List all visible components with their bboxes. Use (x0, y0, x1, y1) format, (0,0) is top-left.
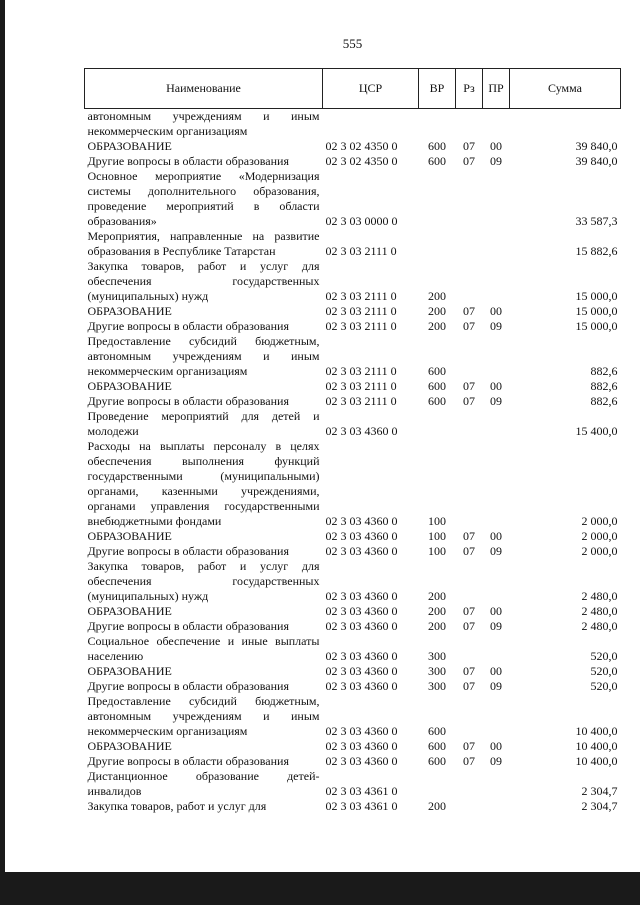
cell-vr (419, 409, 456, 439)
cell-sum: 15 000,0 (575, 319, 618, 333)
cell-pr: 09 (490, 154, 502, 168)
cell-name: Другие вопросы в области образования (87, 544, 289, 558)
cell-rz: 07 (463, 379, 475, 393)
cell-csr: 02 3 03 4360 0 (325, 589, 398, 603)
cell-vr: 600 (428, 379, 446, 393)
cell-pr (483, 439, 510, 529)
cell-rz (456, 169, 483, 229)
cell-pr: 00 (490, 529, 502, 543)
cell-csr: 02 3 03 4360 0 (325, 514, 398, 528)
cell-pr: 00 (490, 304, 502, 318)
cell-csr: 02 3 03 4360 0 (325, 544, 398, 558)
cell-name: ОБРАЗОВАНИЕ (87, 379, 172, 393)
cell-rz: 07 (463, 544, 475, 558)
table-row (85, 769, 621, 799)
cell-vr: 600 (428, 724, 446, 738)
cell-sum: 882,6 (590, 379, 618, 393)
cell-rz (456, 109, 483, 140)
cell-csr: 02 3 03 4360 0 (325, 664, 398, 678)
cell-rz (456, 259, 483, 304)
column-header-csr: ЦСР (323, 69, 419, 109)
cell-rz (456, 559, 483, 604)
cell-vr: 300 (428, 649, 446, 663)
cell-rz: 07 (463, 394, 475, 408)
cell-rz: 07 (463, 739, 475, 753)
cell-pr: 00 (490, 604, 502, 618)
cell-csr: 02 3 03 2111 0 (325, 319, 397, 333)
table-body (85, 109, 621, 815)
cell-name: автономным учреждениям и иным некоммерческим организациям (87, 109, 320, 138)
cell-sum: 2 480,0 (581, 589, 618, 603)
cell-sum: 2 480,0 (581, 619, 618, 633)
cell-sum (510, 109, 621, 140)
cell-vr: 300 (428, 664, 446, 678)
cell-vr: 200 (428, 289, 446, 303)
cell-sum: 2 480,0 (581, 604, 618, 618)
cell-name: Другие вопросы в области образования (87, 394, 289, 408)
cell-name: Другие вопросы в области образования (87, 619, 289, 633)
cell-rz (456, 409, 483, 439)
cell-pr: 00 (490, 379, 502, 393)
cell-pr (483, 634, 510, 664)
cell-vr: 200 (428, 319, 446, 333)
cell-name: ОБРАЗОВАНИЕ (87, 529, 172, 543)
cell-sum: 882,6 (590, 394, 618, 408)
cell-rz (456, 439, 483, 529)
cell-name: Мероприятия, направленные на развитие образования в Республике Татарстан (87, 229, 320, 258)
cell-csr (323, 109, 419, 140)
cell-name: Другие вопросы в области образования (87, 754, 289, 768)
table-row (85, 229, 621, 259)
cell-pr (483, 559, 510, 604)
cell-rz: 07 (463, 664, 475, 678)
cell-rz: 07 (463, 154, 475, 168)
cell-name: Дистанционное образование детей-инвалидов (87, 769, 320, 798)
cell-rz: 07 (463, 304, 475, 318)
cell-csr: 02 3 03 4360 0 (325, 754, 398, 768)
cell-sum: 33 587,3 (575, 214, 618, 228)
table-row (85, 634, 621, 664)
cell-pr (483, 334, 510, 379)
cell-vr: 300 (428, 679, 446, 693)
cell-sum: 15 000,0 (575, 304, 618, 318)
cell-rz (456, 769, 483, 799)
cell-pr: 09 (490, 544, 502, 558)
cell-vr (419, 769, 456, 799)
cell-pr: 09 (490, 619, 502, 633)
cell-pr (483, 769, 510, 799)
table-row (85, 679, 621, 694)
page-number: 555 (342, 36, 363, 51)
table-row (85, 559, 621, 604)
cell-csr: 02 3 03 4360 0 (325, 679, 398, 693)
cell-rz: 07 (463, 319, 475, 333)
cell-vr (419, 229, 456, 259)
cell-name: ОБРАЗОВАНИЕ (87, 664, 172, 678)
table-row (85, 304, 621, 319)
cell-sum: 882,6 (590, 364, 618, 378)
cell-sum: 10 400,0 (575, 754, 618, 768)
cell-sum: 520,0 (590, 679, 618, 693)
cell-name: ОБРАЗОВАНИЕ (87, 139, 172, 153)
cell-rz (456, 799, 483, 814)
cell-pr: 09 (490, 394, 502, 408)
column-header-sum: Сумма (510, 69, 621, 109)
table-row (85, 394, 621, 409)
cell-rz: 07 (463, 619, 475, 633)
cell-sum: 15 000,0 (575, 289, 618, 303)
scan-border-left (0, 0, 5, 905)
cell-name: Другие вопросы в области образования (87, 154, 289, 168)
cell-name: Расходы на выплаты персоналу в целях обеспечения выполнения функций государственными (муниципальными) органами, казенными учреждениями, органами управления государственными внебюджетными фондами (87, 439, 320, 528)
cell-pr: 09 (490, 754, 502, 768)
cell-pr (483, 694, 510, 739)
cell-pr (483, 229, 510, 259)
table-header-row (85, 69, 621, 109)
table-row (85, 604, 621, 619)
table-row (85, 619, 621, 634)
cell-name: Предоставление субсидий бюджетным, автономным учреждениям и иным некоммерческим организациям (87, 334, 320, 378)
cell-vr: 600 (428, 754, 446, 768)
cell-rz (456, 334, 483, 379)
table-row (85, 409, 621, 439)
cell-rz (456, 229, 483, 259)
cell-rz (456, 694, 483, 739)
cell-vr (419, 169, 456, 229)
cell-csr: 02 3 03 4360 0 (325, 604, 398, 618)
cell-name: ОБРАЗОВАНИЕ (87, 304, 172, 318)
cell-csr: 02 3 03 4360 0 (325, 619, 398, 633)
cell-csr: 02 3 03 4360 0 (325, 649, 398, 663)
column-header-pr: ПР (483, 69, 510, 109)
cell-name: Основное мероприятие «Модернизация системы дополнительного образования, проведение мероприятий в области образования» (87, 169, 320, 228)
cell-name: ОБРАЗОВАНИЕ (87, 604, 172, 618)
cell-vr: 600 (428, 364, 446, 378)
cell-csr: 02 3 03 4361 0 (325, 799, 398, 813)
cell-pr (483, 259, 510, 304)
cell-pr: 09 (490, 679, 502, 693)
cell-csr: 02 3 03 4360 0 (325, 529, 398, 543)
column-header-rz: Рз (456, 69, 483, 109)
cell-rz: 07 (463, 529, 475, 543)
cell-pr (483, 169, 510, 229)
cell-vr: 200 (428, 304, 446, 318)
cell-csr: 02 3 03 4360 0 (325, 424, 398, 438)
cell-sum: 2 000,0 (581, 529, 618, 543)
cell-vr: 100 (428, 544, 446, 558)
cell-vr: 200 (428, 604, 446, 618)
cell-sum: 10 400,0 (575, 724, 618, 738)
cell-csr: 02 3 03 2111 0 (325, 379, 397, 393)
cell-csr: 02 3 02 4350 0 (325, 154, 398, 168)
cell-vr (419, 109, 456, 140)
table-row (85, 109, 621, 140)
table-row (85, 799, 621, 814)
column-header-name: Наименование (85, 69, 323, 109)
table-row (85, 319, 621, 334)
cell-pr: 09 (490, 319, 502, 333)
cell-csr: 02 3 03 2111 0 (325, 394, 397, 408)
cell-name: Другие вопросы в области образования (87, 319, 289, 333)
table-row (85, 154, 621, 169)
cell-vr: 600 (428, 139, 446, 153)
cell-vr: 200 (428, 619, 446, 633)
cell-csr: 02 3 03 4360 0 (325, 739, 398, 753)
cell-name: ОБРАЗОВАНИЕ (87, 739, 172, 753)
cell-name: Закупка товаров, работ и услуг для (87, 799, 267, 813)
cell-vr: 100 (428, 514, 446, 528)
cell-name: Другие вопросы в области образования (87, 679, 289, 693)
cell-name: Закупка товаров, работ и услуг для обеспечения государственных (муниципальных) нужд (87, 259, 320, 303)
cell-name: Социальное обеспечение и иные выплаты населению (87, 634, 320, 663)
table-row (85, 739, 621, 754)
cell-rz: 07 (463, 754, 475, 768)
cell-pr (483, 799, 510, 814)
cell-vr: 100 (428, 529, 446, 543)
cell-pr (483, 109, 510, 140)
cell-csr: 02 3 03 2111 0 (325, 244, 397, 258)
cell-sum: 39 840,0 (575, 139, 618, 153)
cell-vr: 200 (428, 799, 446, 813)
cell-pr: 00 (490, 664, 502, 678)
cell-vr: 600 (428, 739, 446, 753)
cell-csr: 02 3 02 4350 0 (325, 139, 398, 153)
cell-rz: 07 (463, 679, 475, 693)
budget-table (84, 68, 621, 814)
column-header-vr: ВР (419, 69, 456, 109)
cell-sum: 2 000,0 (581, 514, 618, 528)
cell-sum: 15 882,6 (575, 244, 618, 258)
cell-sum: 520,0 (590, 649, 618, 663)
cell-vr: 600 (428, 394, 446, 408)
table-row (85, 544, 621, 559)
cell-csr: 02 3 03 2111 0 (325, 304, 397, 318)
cell-csr: 02 3 03 4361 0 (325, 784, 398, 798)
cell-csr: 02 3 03 2111 0 (325, 364, 397, 378)
table-row (85, 664, 621, 679)
cell-sum: 2 304,7 (581, 799, 618, 813)
cell-sum: 520,0 (590, 664, 618, 678)
cell-rz: 07 (463, 604, 475, 618)
cell-name: Предоставление субсидий бюджетным, автономным учреждениям и иным некоммерческим организациям (87, 694, 320, 738)
table-row (85, 259, 621, 304)
table-row (85, 439, 621, 529)
table-row (85, 169, 621, 229)
table-row (85, 754, 621, 769)
cell-csr: 02 3 03 4360 0 (325, 724, 398, 738)
cell-rz: 07 (463, 139, 475, 153)
scan-border-bottom (0, 872, 640, 905)
cell-pr (483, 409, 510, 439)
table-row (85, 139, 621, 154)
cell-sum: 2 304,7 (581, 784, 618, 798)
table-row (85, 694, 621, 739)
cell-pr: 00 (490, 739, 502, 753)
cell-sum: 2 000,0 (581, 544, 618, 558)
cell-name: Проведение мероприятий для детей и молодежи (87, 409, 320, 438)
cell-name: Закупка товаров, работ и услуг для обеспечения государственных (муниципальных) нужд (87, 559, 320, 603)
cell-pr: 00 (490, 139, 502, 153)
table-row (85, 379, 621, 394)
cell-sum: 15 400,0 (575, 424, 618, 438)
cell-vr: 600 (428, 154, 446, 168)
cell-sum: 39 840,0 (575, 154, 618, 168)
cell-vr: 200 (428, 589, 446, 603)
table-row (85, 334, 621, 379)
cell-rz (456, 634, 483, 664)
table-row (85, 529, 621, 544)
cell-sum: 10 400,0 (575, 739, 618, 753)
cell-csr: 02 3 03 2111 0 (325, 289, 397, 303)
cell-csr: 02 3 03 0000 0 (325, 214, 398, 228)
